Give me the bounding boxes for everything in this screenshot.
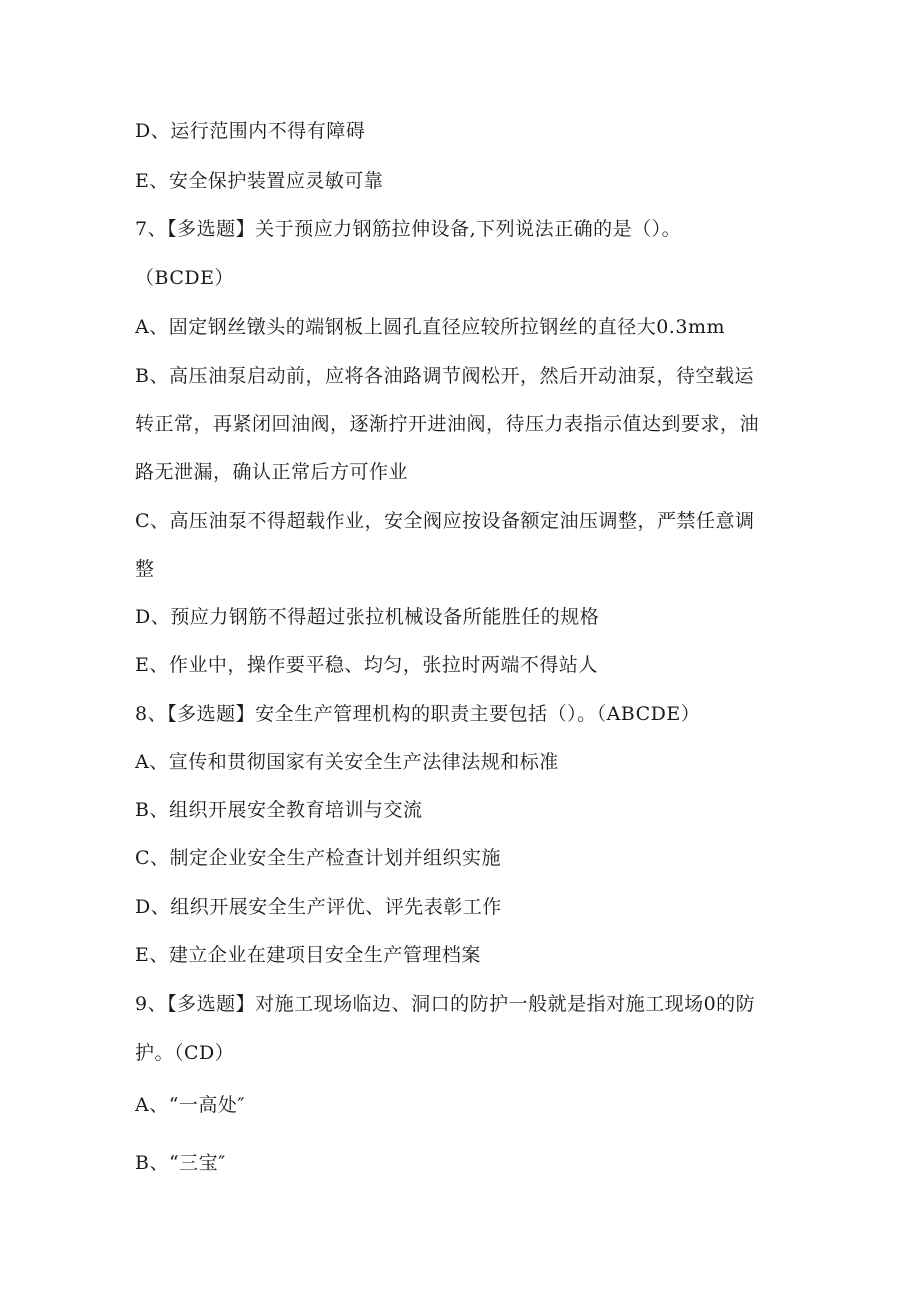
q7-option-c-line1: C、高压油泵不得超载作业，安全阀应按设备额定油压调整，严禁任意调 [135,510,755,532]
q9-question-line2: 护。（CD） [135,1042,235,1064]
q7-option-b-line3: 路无泄漏，确认正常后方可作业 [135,461,409,483]
q7-option-a: A、固定钢丝镦头的端钢板上圆孔直径应较所拉钢丝的直径大0.3mm [135,316,725,338]
q8-option-c: C、制定企业安全生产检查计划并组织实施 [135,847,502,869]
q9-question-line1: 9、【多选题】对施工现场临边、洞口的防护一般就是指对施工现场0的防 [135,993,756,1015]
q9-option-b: B、“三宝″ [135,1152,226,1174]
q9-option-a: A、“一高处″ [135,1094,246,1116]
q6-option-e: E、安全保护装置应灵敏可靠 [135,170,384,192]
q6-option-d: D、运行范围内不得有障碍 [135,120,366,142]
q7-option-e: E、作业中，操作要平稳、均匀，张拉时两端不得站人 [135,654,598,676]
q7-option-b-line1: B、高压油泵启动前，应将各油路调节阀松开，然后开动油泵，待空载运 [135,365,754,387]
q7-option-b-line2: 转正常，再紧闭回油阀，逐渐拧开进油阀，待压力表指示值达到要求，油 [135,413,760,435]
q8-question: 8、【多选题】安全生产管理机构的职责主要包括（）。（ABCDE） [135,703,701,725]
q7-answer: （BCDE） [135,267,234,289]
q8-option-e: E、建立企业在建项目安全生产管理档案 [135,944,481,966]
q7-option-d: D、预应力钢筋不得超过张拉机械设备所能胜任的规格 [135,606,600,628]
q8-option-d: D、组织开展安全生产评优、评先表彰工作 [135,896,502,918]
q7-option-c-line2: 整 [135,558,155,580]
q8-option-a: A、宣传和贯彻国家有关安全生产法律法规和标准 [135,751,559,773]
q8-option-b: B、组织开展安全教育培训与交流 [135,799,423,821]
q7-question: 7、【多选题】关于预应力钢筋拉伸设备,下列说法正确的是（）。 [135,218,682,240]
